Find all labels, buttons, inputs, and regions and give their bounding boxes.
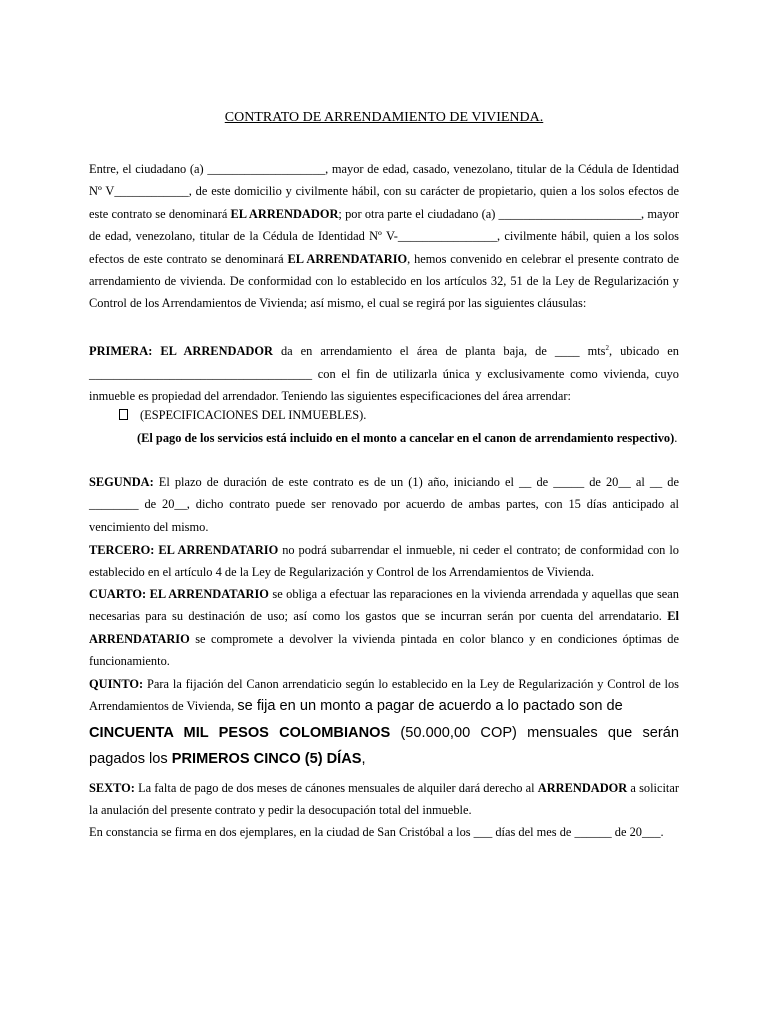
intro-paragraph	[89, 158, 679, 315]
clause-tercero	[89, 539, 679, 584]
closing-text: En constancia se firma en dos ejemplares, en la ciudad de San Cristóbal a los ___ días del mes de ______ de 20___.	[89, 825, 664, 839]
arrendador-term: EL ARRENDADOR	[230, 206, 339, 221]
primera-sup: 2	[605, 344, 609, 352]
quinto-amount-num: (50.000,00 COP) mensuales que serán pagados los	[89, 724, 679, 767]
sexto-label-2: ARRENDADOR	[537, 781, 628, 795]
clause-cuarto	[89, 583, 679, 673]
quinto-text-1: Para la fijación del Canon arrendaticio según lo establecido en la Ley de Regularización y Control de los Arrendamientos de Vivienda,	[89, 677, 679, 714]
closing-paragraph	[89, 821, 679, 843]
checkbox-icon	[119, 409, 128, 420]
cuarto-text-1: se obliga a efectuar las reparaciones en la vivienda arrendada y aquellas que sean necesarias para su destinación de uso; así como los gastos que se incurran serán por cuenta del arrendatario.	[89, 587, 679, 624]
servicios-end: .	[674, 431, 678, 445]
clause-segunda	[89, 471, 679, 538]
intro-text-6: , hemos convenido en celebrar el presente contrato de arrendamiento de vivienda. De conformidad con lo establecido en los artículos 32, 51 de la Ley de Regularización y Control de los Arrendamientos de Vivienda; así mismo, el cual se regirá por las siguientes cláusulas:	[89, 251, 679, 311]
sexto-text-2: a solicitar la anulación del presente contrato y pedir la desocupación total del inmueble.	[89, 781, 679, 818]
quinto-days: PRIMEROS CINCO (5) DÍAS	[171, 750, 362, 767]
quinto-amount: CINCUENTA MIL PESOS COLOMBIANOS	[89, 724, 391, 741]
segunda-text: El plazo de duración de este contrato es de un (1) año, iniciando el __ de _____ de 20__ al __ de ________ de 20__, dicho contrato puede ser renovado por acuerdo de ambas partes, con 15 días anticipado al vencimiento del mismo.	[89, 475, 679, 534]
segunda-label: SEGUNDA:	[89, 475, 154, 489]
intro-text-1: Entre, el ciudadano (a) ___________________	[89, 162, 326, 176]
cuarto-label: CUARTO: EL ARRENDATARIO	[89, 587, 269, 601]
primera-text-2: , ubicado en ____________________________________ con el fin de utilizarla única y exclusivamente como vivienda, cuyo inmueble es propiedad del arrendador. Teniendo las siguientes especificaciones del área arrendar:	[89, 344, 680, 403]
servicios-text: (El pago de los servicios está incluido en el monto a cancelar en el canon de arrendamiento respectivo)	[137, 431, 675, 445]
intro-text-4: ; por otra parte el ciudadano (a) _______________________, mayor de edad, venezolano, titular de la Cédula de Identidad Nº V-________________, civilmente hábil, quien a los solos efectos de este contrato se denominará	[89, 206, 680, 266]
quinto-label: QUINTO:	[89, 677, 144, 691]
clause-primera	[89, 337, 679, 407]
tercero-text: no podrá subarrendar el inmueble, ni ceder el contrato; de conformidad con lo establecido en el artículo 4 de la Ley de Regularización y Control de los Arrendamientos de Vivienda.	[89, 543, 679, 580]
clause-quinto	[89, 673, 679, 772]
arrendatario-term: EL ARRENDATARIO	[287, 251, 408, 266]
bullet-text: (ESPECIFICACIONES DEL INMUEBLES).	[140, 408, 367, 422]
cuarto-text-2: se compromete a devolver la vivienda pintada en color blanco y en condiciones óptimas de funcionamiento.	[89, 631, 679, 669]
intro-text-2: , mayor de edad, casado, venezolano, titular de la Cédula de Identidad Nº V____________, de este domicilio y civilmente hábil, con su carácter de propietario, quien a los solos efectos de este contrato se denominará	[89, 162, 679, 221]
sexto-label: SEXTO:	[89, 781, 135, 795]
tercero-label: TERCERO: EL ARRENDATARIO	[89, 543, 279, 557]
document-title: CONTRATO DE ARRENDAMIENTO DE VIVIENDA.	[224, 110, 544, 125]
clause-sexto	[89, 777, 679, 822]
servicios-note	[137, 427, 679, 449]
quinto-text-2: se fija en un monto a pagar de acuerdo a lo pactado son de	[237, 698, 623, 715]
quinto-amount-line	[89, 720, 679, 772]
sexto-text-1: La falta de pago de dos meses de cánones mensuales de alquiler dará derecho al	[134, 781, 538, 795]
primera-text-1: da en arrendamiento el área de planta baja, de ____ mts	[272, 344, 606, 359]
primera-label: PRIMERA: EL ARRENDADOR	[89, 344, 273, 359]
cuarto-label-2: El ARRENDATARIO	[89, 609, 679, 646]
quinto-end: ,	[361, 750, 366, 767]
bullet-specifications	[119, 404, 679, 426]
